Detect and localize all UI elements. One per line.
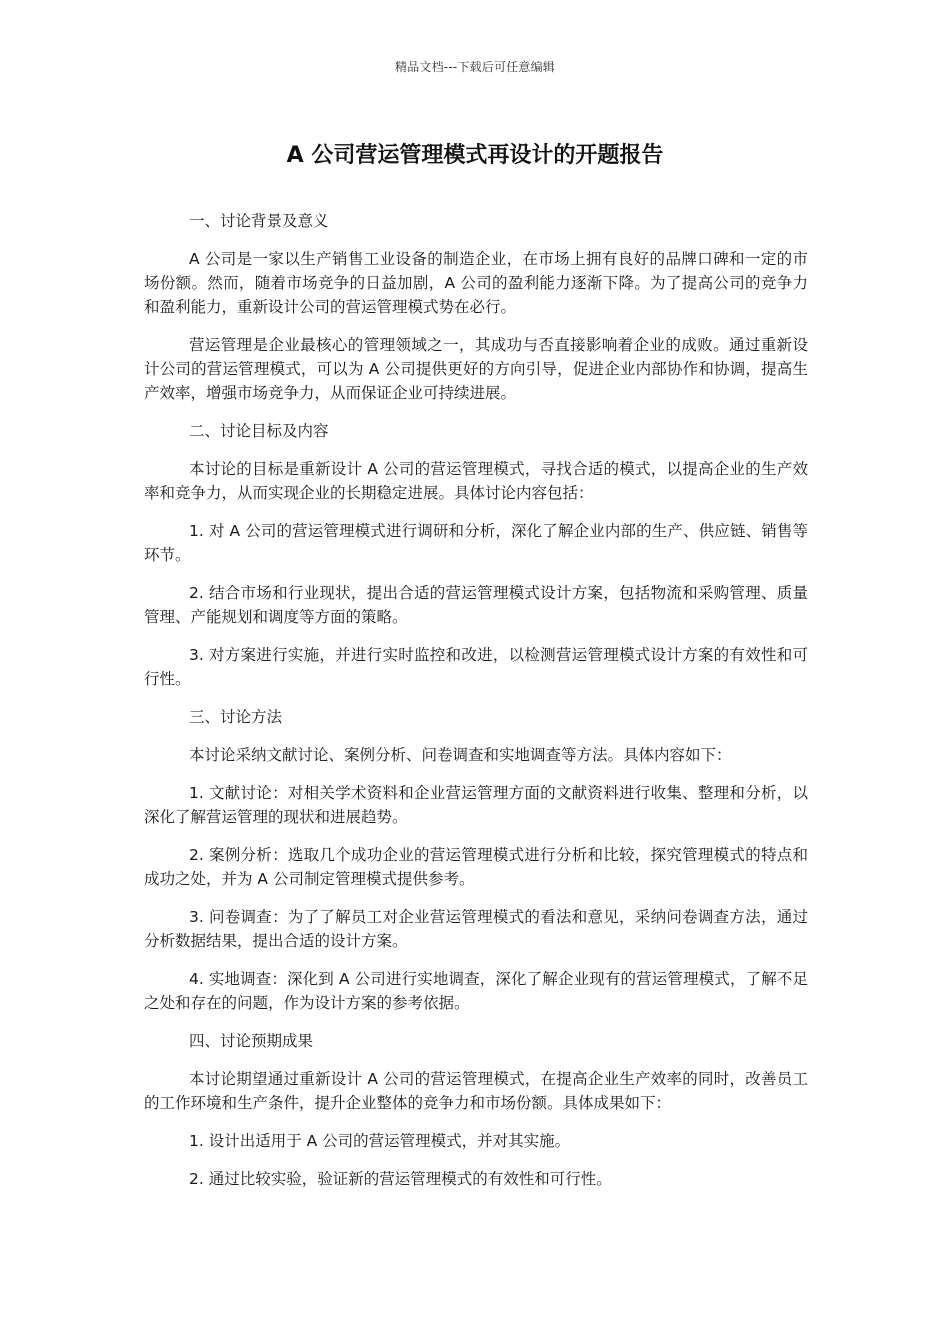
paragraph: 本讨论期望通过重新设计 A 公司的营运管理模式，在提高企业生产效率的同时，改善员工的工作环境和生产条件，提升企业整体的竞争力和市场份额。具体成果如下： xyxy=(144,1070,808,1112)
list-item: 3. 对方案进行实施，并进行实时监控和改进，以检测营运管理模式设计方案的有效性和可行性。 xyxy=(144,646,808,688)
list-item: 2. 结合市场和行业现状，提出合适的营运管理模式设计方案，包括物流和采购管理、质量管理、产能规划和调度等方面的策略。 xyxy=(144,584,808,626)
section-heading-outcomes: 四、讨论预期成果 xyxy=(189,1032,314,1050)
paragraph: 本讨论的目标是重新设计 A 公司的营运管理模式，寻找合适的模式，以提高企业的生产效率和竞争力，从而实现企业的长期稳定进展。具体讨论内容包括： xyxy=(144,460,808,502)
list-item: 1. 文献讨论：对相关学术资料和企业营运管理方面的文献资料进行收集、整理和分析，以深化了解营运管理的现状和进展趋势。 xyxy=(144,784,808,826)
list-item: 4. 实地调查：深化到 A 公司进行实地调查，深化了解企业现有的营运管理模式，了解不足之处和存在的问题，作为设计方案的参考依据。 xyxy=(144,970,808,1012)
header-note: 精品文档---下载后可任意编辑 xyxy=(395,60,555,74)
paragraph: 本讨论采纳文献讨论、案例分析、问卷调查和实地调查等方法。具体内容如下： xyxy=(189,746,732,764)
paragraph: A 公司是一家以生产销售工业设备的制造企业，在市场上拥有良好的品牌口碑和一定的市场份额。然而，随着市场竞争的日益加剧，A 公司的盈利能力逐渐下降。为了提高公司的竞争力和盈利能力，重新设计公司的营运管理模式势在必行。 xyxy=(144,250,808,316)
document-body xyxy=(144,209,808,1205)
list-item: 1. 设计出适用于 A 公司的营运管理模式，并对其实施。 xyxy=(189,1132,571,1150)
list-item: 2. 案例分析：选取几个成功企业的营运管理模式进行分析和比较，探究管理模式的特点和成功之处，并为 A 公司制定管理模式提供参考。 xyxy=(144,846,808,888)
section-heading-methods: 三、讨论方法 xyxy=(189,708,283,726)
section-heading-background: 一、讨论背景及意义 xyxy=(189,212,329,230)
list-item: 3. 问卷调查：为了了解员工对企业营运管理模式的看法和意见，采纳问卷调查方法，通过分析数据结果，提出合适的设计方案。 xyxy=(144,908,808,950)
paragraph: 营运管理是企业最核心的管理领域之一，其成功与否直接影响着企业的成败。通过重新设计公司的营运管理模式，可以为 A 公司提供更好的方向引导，促进企业内部协作和协调，提高生产效率，增强市场竞争力，从而保证企业可持续进展。 xyxy=(144,336,808,402)
section-heading-goals: 二、讨论目标及内容 xyxy=(189,422,329,440)
list-item: 1. 对 A 公司的营运管理模式进行调研和分析，深化了解企业内部的生产、供应链、销售等环节。 xyxy=(144,522,808,564)
list-item: 2. 通过比较实验，验证新的营运管理模式的有效性和可行性。 xyxy=(189,1170,612,1188)
document-title: A 公司营运管理模式再设计的开题报告 xyxy=(286,143,664,168)
